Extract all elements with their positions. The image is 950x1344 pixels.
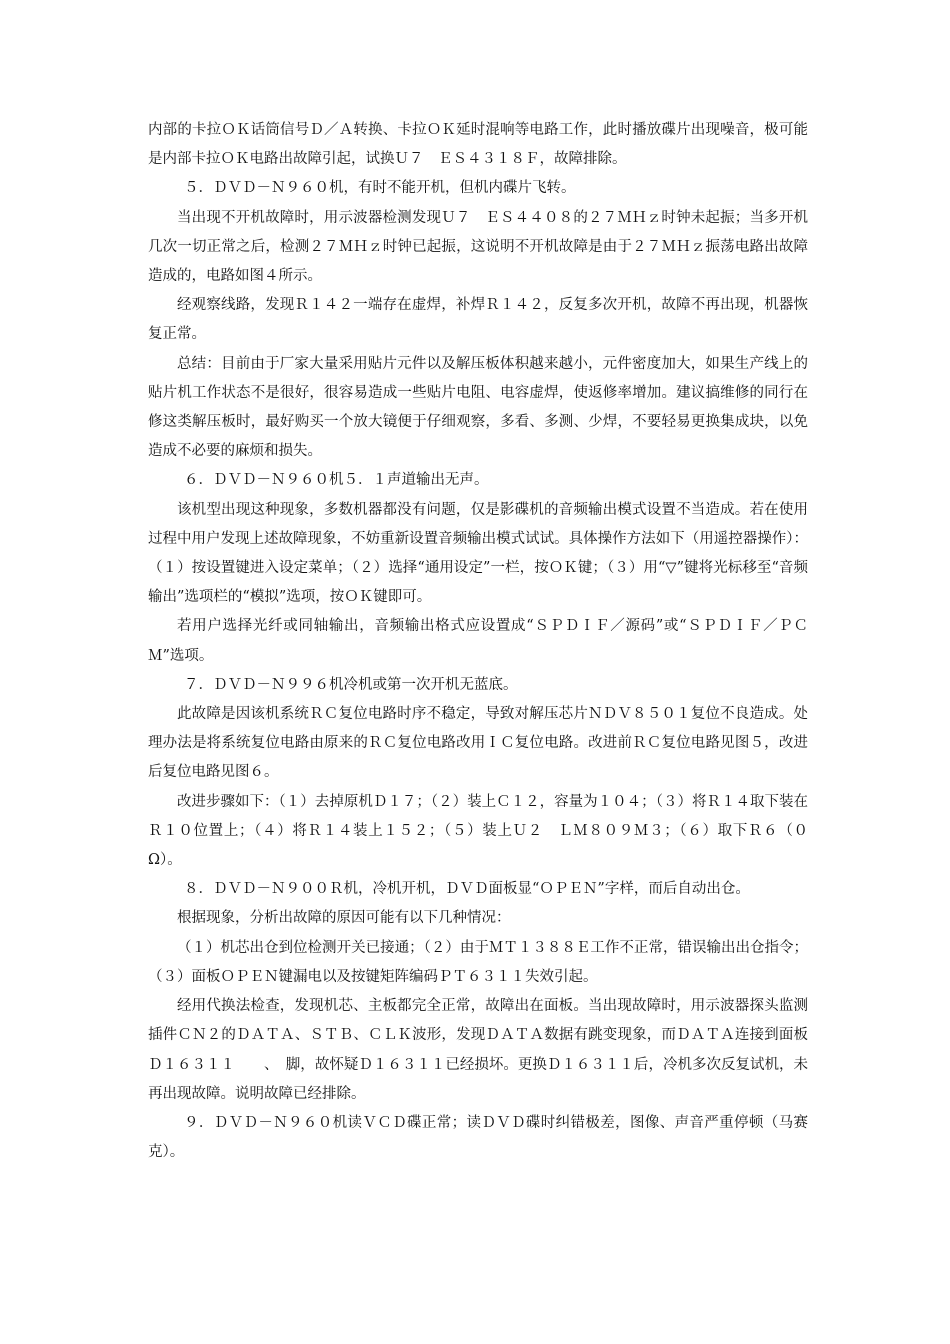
paragraph-audio-setup: 该机型出现这种现象，多数机器都没有问题，仅是影碟机的音频输出模式设置不当造成。若在使用过程中用户发现上述故障现象，不妨重新设置音频输出模式试试。具体操作方法如下（用遥控器操作）：（１）按设置键进入设定菜单；（２）选择“通用设定”一栏，按ＯＫ键；（３）用“▽”键将光标移至“音频输出”选项栏的“模拟”选项，按ＯＫ键即可。	[148, 501, 808, 606]
paragraph-r142-fix: 经观察线路，发现Ｒ１４２一端存在虚焊，补焊Ｒ１４２，反复多次开机，故障不再出现，机器恢复正常。	[148, 297, 808, 343]
paragraph-clock-fault: 当出现不开机故障时，用示波器检测发现Ｕ７ ＥＳ４４０８的２７ＭＨｚ时钟未起振；当多开机几次一切正常之后，检测２７ＭＨｚ时钟已起振，这说明不开机故障是由于２７ＭＨｚ振荡电路出故障造成的，电路如图４所示。	[148, 209, 808, 285]
heading-item-8: ８．ＤＶＤ－Ｎ９００Ｒ机，冷机开机，ＤＶＤ面板显“ＯＰＥＮ”字样，而后自动出仓。	[184, 881, 750, 898]
paragraph-analysis: 根据现象，分析出故障的原因可能有以下几种情况：	[177, 910, 511, 927]
document-body	[148, 116, 808, 1167]
paragraph-karaoke-noise: 内部的卡拉ＯＫ话筒信号Ｄ／Ａ转换、卡拉ＯＫ延时混响等电路工作，此时播放碟片出现噪音，极可能是内部卡拉ＯＫ电路出故障引起，试换Ｕ７ ＥＳ４３１８Ｆ，故障排除。	[148, 122, 808, 168]
heading-item-9: ９．ＤＶＤ－Ｎ９６０机读ＶＣＤ碟正常；读ＤＶＤ碟时纠错极差，图像、声音严重停顿（马赛克）。	[148, 1114, 808, 1161]
paragraph-possible-causes: （１）机芯出仓到位检测开关已接通；（２）由于ＭＴ１３８８Ｅ工作不正常，错误输出出仓指令；（３）面板ＯＰＥＮ键漏电以及按键矩阵编码ＰＴ６３１１失效引起。	[148, 939, 808, 985]
paragraph-panel-fault: 经用代换法检查，发现机芯、主板都完全正常，故障出在面板。当出现故障时，用示波器探头监测插件ＣＮ２的ＤＡＴＡ、ＳＴＢ、ＣＬＫ波形，发现ＤＡＴＡ数据有跳变现象，而ＤＡＴＡ连接到面板Ｄ１６３１１ 、 脚，故怀疑Ｄ１６３１１已经损坏。更换Ｄ１６３１１后，冷机多次反复试机，未再出现故障。说明故障已经排除。	[148, 998, 808, 1102]
heading-item-6: ６．ＤＶＤ－Ｎ９６０机５．１声道输出无声。	[184, 472, 489, 489]
paragraph-reset-circuit: 此故障是因该机系统ＲＣ复位电路时序不稳定，导致对解压芯片ＮＤＶ８５０１复位不良造成。处理办法是将系统复位电路由原来的ＲＣ复位电路改用ＩＣ复位电路。改进前ＲＣ复位电路见图５，改进后复位电路见图６。	[148, 706, 808, 781]
paragraph-improvement-steps: 改进步骤如下：（１）去掉原机Ｄ１７；（２）装上Ｃ１２，容量为１０４；（３）将Ｒ１４取下装在Ｒ１０位置上；（４）将Ｒ１４装上１５２；（５）装上Ｕ２ ＬＭ８０９Ｍ３；（６）取下Ｒ６（０Ω）。	[148, 793, 808, 869]
heading-item-5: ５．ＤＶＤ－Ｎ９６０机，有时不能开机，但机内碟片飞转。	[184, 180, 576, 197]
heading-item-7: ７．ＤＶＤ－Ｎ９９６机冷机或第一次开机无蓝底。	[184, 676, 518, 693]
paragraph-summary: 总结：目前由于厂家大量采用贴片元件以及解压板体积越来越小，元件密度加大，如果生产线上的贴片机工作状态不是很好，很容易造成一些贴片电阻、电容虚焊，使返修率增加。建议搞维修的同行在修这类解压板时，最好购买一个放大镜便于仔细观察，多看、多测、少焊，不要轻易更换集成块，以免造成不必要的麻烦和损失。	[148, 355, 808, 460]
paragraph-spdif: 若用户选择光纤或同轴输出，音频输出格式应设置成“ＳＰＤＩＦ／源码”或“ＳＰＤＩＦ／ＰＣＭ”选项。	[148, 618, 808, 664]
